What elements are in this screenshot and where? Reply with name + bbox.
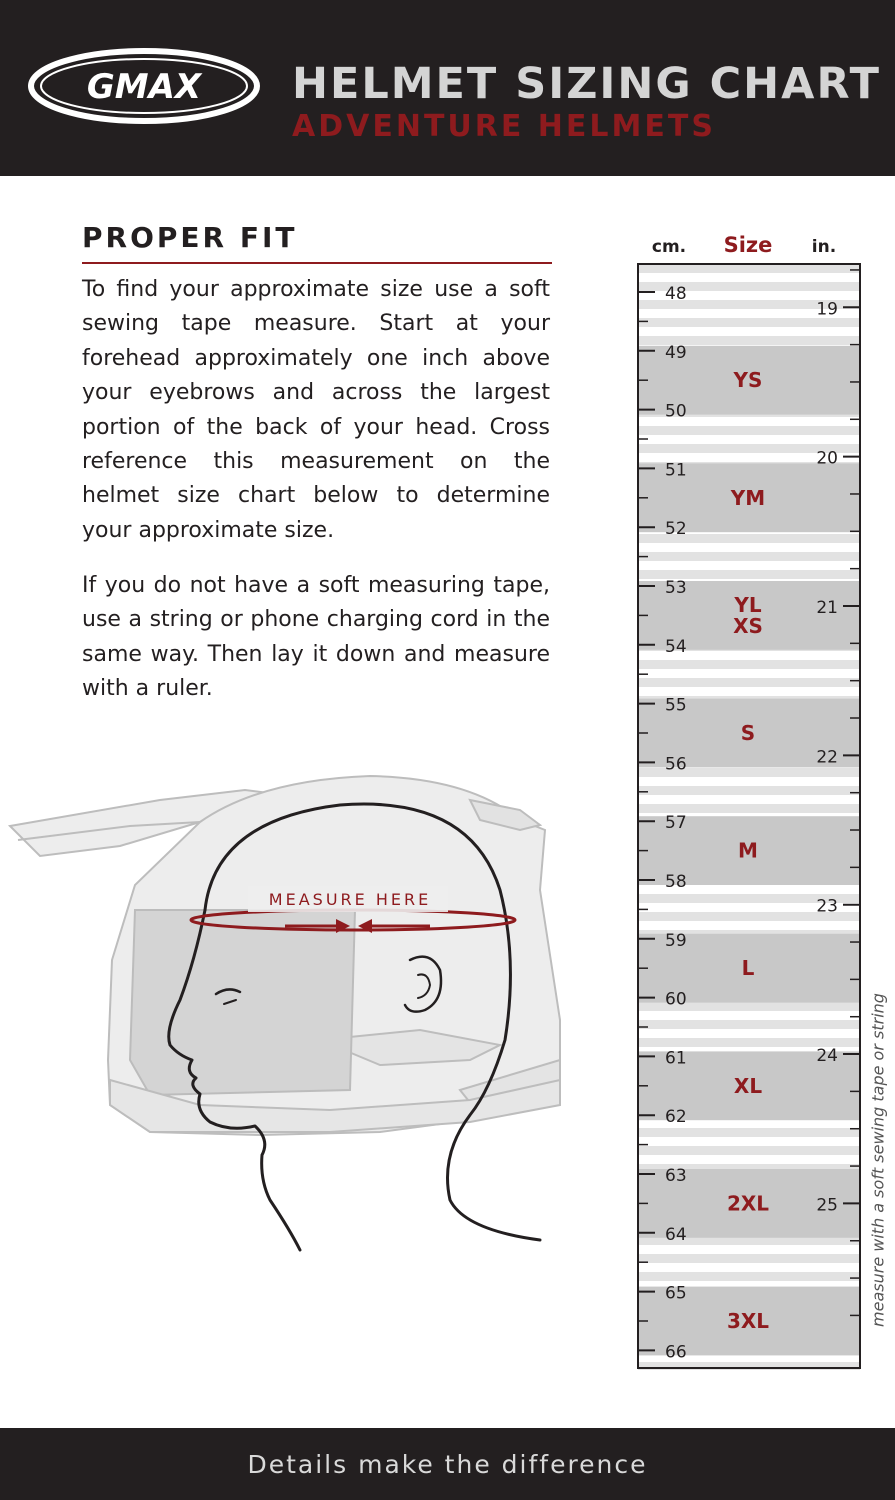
instructions-paragraph: To find your approximate size use a soft sewing tape measure. Start at your forehead approximately one inch above your eyebrows and across the largest portion of the back of your head. Cross reference this measurement on the helmet size chart below to determine your approximate size. — [82, 277, 550, 543]
heading-divider — [82, 262, 552, 264]
cm-tick-label: 64 — [665, 1224, 687, 1245]
inch-tick-label: 25 — [816, 1195, 838, 1216]
size-scale — [620, 224, 895, 1370]
cm-tick-label: 66 — [665, 1342, 687, 1363]
inch-tick-label: 19 — [816, 299, 838, 320]
cm-tick-label: 65 — [665, 1283, 687, 1304]
size-label: 2XL — [726, 1191, 770, 1216]
inch-tick-label: 21 — [816, 597, 838, 618]
cm-tick-label: 60 — [665, 989, 687, 1010]
size-label: 3XL — [726, 1309, 770, 1333]
measure-here-label: MEASURE HERE — [268, 890, 432, 909]
cm-tick-label: 48 — [665, 284, 687, 304]
cm-header: cm. — [651, 237, 687, 257]
size-label: M — [738, 838, 758, 863]
cm-tick-label: 58 — [665, 872, 687, 892]
cm-tick-label: 61 — [665, 1048, 687, 1069]
ruler-stripe — [638, 1128, 860, 1137]
inch-tick-label: 23 — [816, 896, 838, 917]
cm-tick-label: 49 — [665, 342, 687, 363]
ruler-stripe — [638, 1020, 860, 1029]
size-header: Size — [723, 233, 773, 257]
chart-title: HELMET SIZING CHART — [292, 59, 881, 109]
inch-tick-label: 20 — [816, 448, 838, 469]
cm-tick-label: 54 — [665, 636, 687, 657]
measure-note: measure with a soft sewing tape or string — [868, 993, 888, 1327]
inch-tick-label: 24 — [816, 1046, 838, 1067]
alternative-paragraph: If you do not have a soft measuring tape, use a string or phone charging cord in the same way. Then lay it down and measure with a ruler. — [82, 573, 550, 702]
cm-tick-label: 62 — [665, 1107, 687, 1128]
ruler-stripe — [638, 786, 860, 795]
cm-tick-label: 50 — [665, 401, 687, 422]
cm-tick-label: 57 — [665, 813, 687, 834]
cm-tick-label: 51 — [665, 460, 687, 481]
size-label: YL — [734, 592, 762, 617]
ruler-stripe — [638, 1272, 860, 1281]
cm-tick-label: 52 — [665, 519, 687, 540]
cm-tick-label: 53 — [665, 578, 687, 598]
proper-fit-heading: PROPER FIT — [82, 221, 298, 254]
ruler-stripe — [638, 1254, 860, 1263]
in-header: in. — [811, 237, 837, 257]
ruler-stripe — [638, 678, 860, 687]
ruler-stripe — [638, 804, 860, 813]
inch-tick-label: 22 — [816, 747, 838, 768]
cm-tick-label: 55 — [665, 695, 687, 716]
size-label: S — [740, 721, 756, 745]
gmax-logo — [26, 46, 262, 126]
size-label: YM — [730, 485, 766, 510]
helmet-head-illustration — [0, 760, 600, 1260]
helmet-outline — [10, 776, 560, 1135]
cm-tick-label: 59 — [665, 930, 687, 951]
footer-tagline: Details make the difference — [247, 1450, 648, 1479]
size-label: XL — [733, 1073, 763, 1098]
logo-text: GMAX — [86, 67, 202, 107]
ruler-stripe — [638, 1146, 860, 1155]
cm-tick-label: 56 — [665, 754, 687, 775]
ruler-stripe — [638, 318, 860, 327]
cm-tick-label: 63 — [665, 1166, 687, 1186]
size-label: YS — [733, 368, 763, 393]
ruler-stripe — [638, 660, 860, 669]
ruler-stripe — [638, 426, 860, 435]
ruler-stripe — [638, 264, 860, 273]
size-label: XS — [733, 613, 763, 638]
ruler-stripe — [638, 552, 860, 561]
chart-subtitle: ADVENTURE HELMETS — [292, 109, 716, 144]
size-label: L — [741, 956, 755, 981]
